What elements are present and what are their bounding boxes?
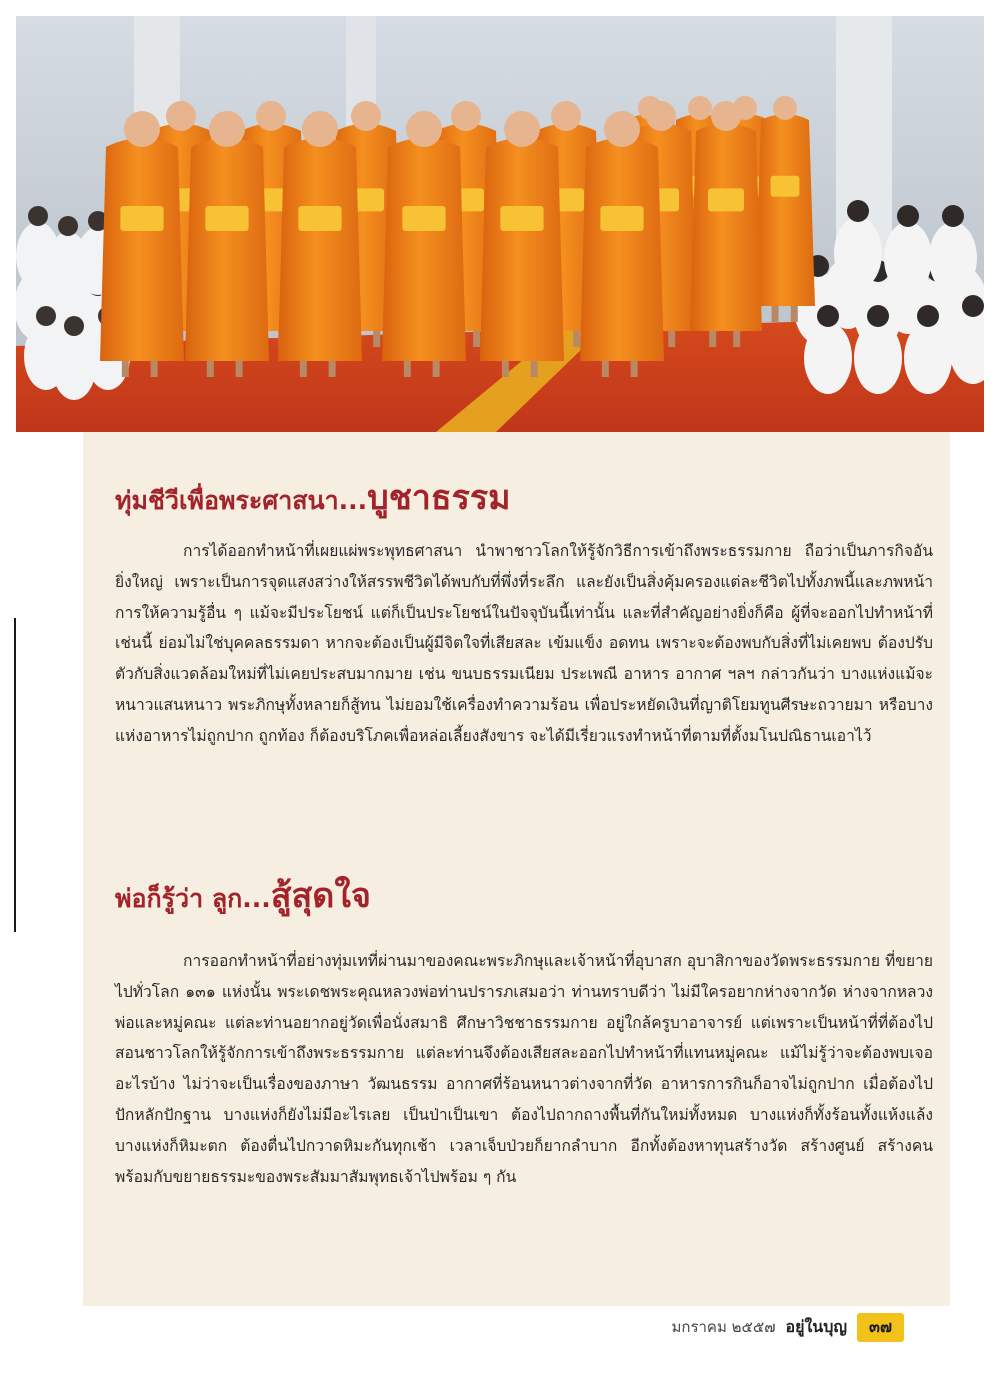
monk-head bbox=[551, 101, 581, 131]
monk-foot bbox=[473, 331, 480, 347]
monk-foot bbox=[329, 361, 336, 377]
monk-foot bbox=[733, 331, 740, 347]
layperson-head bbox=[64, 316, 84, 336]
monk-head bbox=[124, 111, 160, 147]
monk-foot bbox=[709, 331, 716, 347]
monk-head bbox=[688, 96, 712, 120]
section1-heading-emphasis: บูชาธรรม bbox=[367, 478, 511, 518]
monk-foot bbox=[502, 361, 509, 377]
layperson bbox=[929, 222, 977, 294]
alms-bowl-cover bbox=[500, 206, 543, 231]
alms-bowl-cover bbox=[298, 206, 341, 231]
monk bbox=[690, 101, 762, 347]
alms-bowl-cover bbox=[402, 206, 445, 231]
margin-rule bbox=[14, 618, 16, 932]
monk-head bbox=[711, 101, 741, 131]
page-number-badge: ๓๗ bbox=[857, 1313, 904, 1342]
monk bbox=[185, 111, 269, 377]
monk-head bbox=[351, 101, 381, 131]
monk-foot bbox=[300, 361, 307, 377]
alms-bowl-cover bbox=[205, 206, 248, 231]
layperson-head bbox=[58, 216, 78, 236]
monk-head bbox=[166, 101, 196, 131]
monk-robe bbox=[690, 124, 762, 332]
section1-body: การได้ออกทำหน้าที่เผยแผ่พระพุทธศาสนา นำพาชาวโลกให้รู้จักวิธีการเข้าถึงพระธรรมกาย ถือว่าเป็นภารกิจอันยิ่งใหญ่ เพราะเป็นการจุดแสงสว่างให้สรรพชีวิตได้พบกับที่พึ่งที่ระลึก และยังเป็นสิ่งคุ้มครองแต่ละชีวิตไปทั้งภพนี้และภพหน้า การให้ความรู้อื่น ๆ แม้จะมีประโยชน์ แต่ก็เป็นประโยชน์ในปัจจุบันนี้เท่านั้น และที่สำคัญอย่างยิ่งก็คือ ผู้ที่จะออกไปทำหน้าที่เช่นนี้ ย่อมไม่ใช่บุคคลธรรมดา หากจะต้องเป็นผู้มีจิตใจที่เสียสละ เข้มแข็ง อดทน เพราะจะต้องพบกับสิ่งที่ไม่เคยพบ ต้องปรับตัวกับสิ่งแวดล้อมใหม่ที่ไม่เคยประสบมากมาย เช่น ขนบธรรมเนียม ประเพณี อาหาร อากาศ ฯลฯ กล่าวกันว่า บางแห่งแม้จะหนาวแสนหนาว พระภิกษุทั้งหลายก็สู้ทน ไม่ยอมใช้เครื่องทำความร้อน เพื่อประหยัดเงินที่ญาติโยมทูนศีรษะถวายมา หรือบางแห่งอาหารไม่ถูกปาก ถูกท้อง ก็ต้องบริโภคเพื่อหล่อเลี้ยงสังขาร จะได้มีเรี่ยวแรงทำหน้าที่ตามที่ตั้งมโนปณิธานเอาไว้ bbox=[115, 542, 933, 745]
layperson-head bbox=[867, 305, 889, 327]
monk bbox=[580, 111, 664, 377]
monk bbox=[382, 111, 466, 377]
monk-foot bbox=[668, 331, 675, 347]
footer-date: มกราคม ๒๕๕๗ bbox=[671, 1318, 776, 1336]
monk-head bbox=[773, 96, 797, 120]
layperson-head bbox=[897, 205, 919, 227]
layperson-head bbox=[917, 305, 939, 327]
monk-foot bbox=[151, 361, 158, 377]
monks-procession-photo bbox=[16, 16, 984, 432]
page-footer bbox=[671, 1312, 904, 1342]
layperson-head bbox=[847, 200, 869, 222]
monk-robe bbox=[185, 138, 269, 361]
section1-heading bbox=[115, 470, 511, 524]
monk-foot bbox=[236, 361, 243, 377]
monk bbox=[100, 111, 184, 377]
layperson bbox=[854, 322, 902, 394]
monk-robe bbox=[100, 138, 184, 361]
layperson bbox=[834, 217, 882, 289]
monk-foot bbox=[791, 306, 798, 322]
layperson bbox=[884, 222, 932, 294]
alms-bowl-cover bbox=[708, 188, 744, 211]
monk-head bbox=[209, 111, 245, 147]
monk-robe bbox=[580, 138, 664, 361]
alms-bowl-cover bbox=[600, 206, 643, 231]
monk bbox=[278, 111, 362, 377]
monk-foot bbox=[373, 331, 380, 347]
section2-heading bbox=[115, 868, 371, 922]
monk-foot bbox=[573, 331, 580, 347]
layperson bbox=[804, 322, 852, 394]
layperson-head bbox=[28, 206, 48, 226]
header-photo bbox=[16, 16, 984, 432]
monk-foot bbox=[404, 361, 411, 377]
monk-head bbox=[604, 111, 640, 147]
monk-robe bbox=[382, 138, 466, 361]
monk-foot bbox=[602, 361, 609, 377]
monk-head bbox=[302, 111, 338, 147]
layperson-head bbox=[817, 305, 839, 327]
section2-heading-emphasis: สู้สุดใจ bbox=[270, 876, 371, 916]
section2-heading-lead: พ่อก็รู้ว่า ลูก... bbox=[115, 884, 271, 913]
monk-foot bbox=[433, 361, 440, 377]
layperson bbox=[904, 322, 952, 394]
monk-robe bbox=[480, 138, 564, 361]
alms-bowl-cover bbox=[771, 176, 800, 197]
layperson-head bbox=[36, 306, 56, 326]
monk-foot bbox=[772, 306, 779, 322]
footer-magazine-name: อยู่ในบุญ bbox=[785, 1316, 848, 1336]
monk-foot bbox=[207, 361, 214, 377]
monk-foot bbox=[631, 361, 638, 377]
monk-foot bbox=[531, 361, 538, 377]
monk-head bbox=[504, 111, 540, 147]
section2-body: การออกทำหน้าที่อย่างทุ่มเทที่ผ่านมาของคณะพระภิกษุและเจ้าหน้าที่อุบาสก อุบาสิกาของวัดพระธรรมกาย ที่ขยายไปทั่วโลก ๑๓๑ แห่งนั้น พระเดชพระคุณหลวงพ่อท่านปรารภเสมอว่า ท่านทราบดีว่า ไม่มีใครอยากห่างจากวัด ห่างจากหลวงพ่อและหมู่คณะ แต่ละท่านอยากอยู่วัดเพื่อนั่งสมาธิ ศึกษาวิชชาธรรมกาย อยู่ใกล้ครูบาอาจารย์ แต่เพราะเป็นหน้าที่ที่ต้องไปสอนชาวโลกให้รู้จักการเข้าถึงพระธรรมกาย แต่ละท่านจึงต้องเสียสละออกไปทำหน้าที่แทนหมู่คณะ แม้ไม่รู้ว่าจะต้องพบเจออะไรบ้าง ไม่ว่าจะเป็นเรื่องของภาษา วัฒนธรรม อากาศที่ร้อนหนาวต่างจากที่วัด อาหารการกินก็อาจไม่ถูกปาก เมื่อต้องไปปักหลักปักฐาน บางแห่งก็ยังไม่มีอะไรเลย เป็นป่าเป็นเขา ต้องไปถากถางพื้นที่กันใหม่ทั้งหมด บางแห่งก็ทั้งร้อนทั้งแห้งแล้ง บางแห่งก็หิมะตก ต้องตื่นไปกวาดหิมะกันทุกเช้า เวลาเจ็บป่วยก็ยากลำบาก อีกทั้งต้องหาทุนสร้างวัด สร้างศูนย์ สร้างคน พร้อมกับขยายธรรมะของพระสัมมาสัมพุทธเจ้าไปพร้อม ๆ กัน bbox=[115, 952, 933, 1186]
section1-heading-lead: ทุ่มชีวีเพื่อพระศาสนา... bbox=[115, 486, 368, 515]
monk-head bbox=[406, 111, 442, 147]
monk-robe bbox=[278, 138, 362, 361]
monk-head bbox=[646, 101, 676, 131]
layperson-head bbox=[962, 295, 984, 317]
layperson-head bbox=[942, 205, 964, 227]
monk bbox=[755, 96, 815, 322]
monk-foot bbox=[122, 361, 129, 377]
monk-head bbox=[451, 101, 481, 131]
alms-bowl-cover bbox=[120, 206, 163, 231]
monk-head bbox=[256, 101, 286, 131]
monk bbox=[480, 111, 564, 377]
monk-robe bbox=[755, 114, 815, 306]
